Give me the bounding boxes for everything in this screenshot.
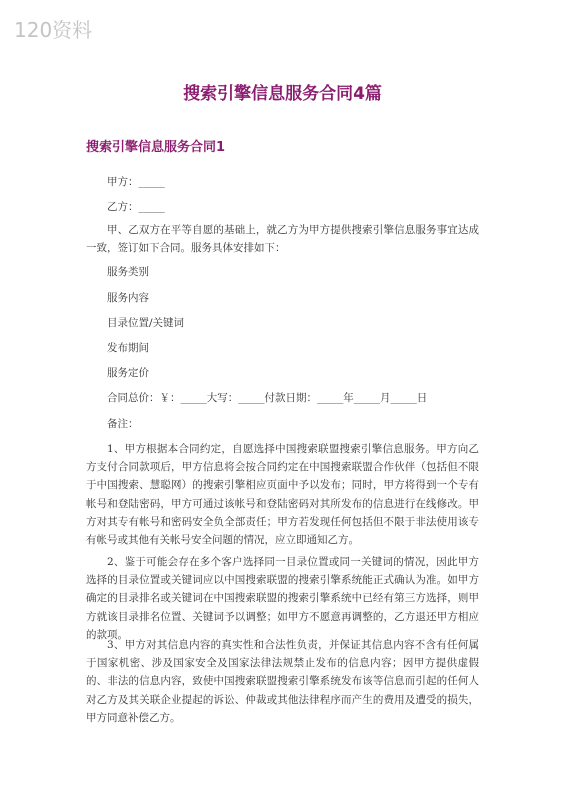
contract-price-line: 合同总价：￥：_____大写：_____付款日期：_____年_____月_____日: [107, 392, 428, 404]
item-service-pricing: 服务定价: [107, 367, 149, 379]
clause-1: 1、甲方根据本合同约定，自愿选择中国搜索联盟搜索引擎信息服务。甲方向乙方支付合同款项后，甲方信息将会按合同约定在中国搜索联盟合作伙伴（包括但不限于中国搜索、慧聪网）的搜索引擎相应页面中予以发布；同时，甲方将得到一个专有帐号和登陆密码，甲方可通过该帐号和登陆密码对其所发布的信息进行在线修改。甲方对其专有帐号和密码安全负全部责任；甲方若发现任何包括但不限于非法使用该专有帐号或其他有关帐号安全问题的情况，应立即通知乙方。: [86, 443, 479, 547]
clause-2: 2、鉴于可能会存在多个客户选择同一目录位置或同一关键词的情况，因此甲方选择的目录位置或关键词应以中国搜索联盟的搜索引擎系统能正式确认为准。如甲方确定的目录排名或关键词在中国搜索联盟的搜索引擎系统中已经有第三方选择，则甲方就该目录排名位置、关键词予以调整；如甲方不愿意再调整的，乙方退还甲方相应的款项。: [86, 556, 479, 641]
document-title: 搜索引擎信息服务合同4篇: [183, 84, 382, 104]
section-title: 搜索引擎信息服务合同1: [86, 140, 226, 155]
item-service-content: 服务内容: [107, 292, 149, 304]
party-a-line: 甲方：_____: [107, 176, 165, 188]
item-publish-period: 发布期间: [107, 342, 149, 354]
remarks-label: 备注：: [107, 418, 139, 430]
party-b-line: 乙方：_____: [107, 201, 165, 213]
intro-paragraph: 甲、乙双方在平等自愿的基础上，就乙方为甲方提供搜索引擎信息服务事宜达成一致，签订如下合同。服务具体安排如下：: [86, 224, 479, 255]
clause-3: 3、甲方对其信息内容的真实性和合法性负责，并保证其信息内容不含有任何属于国家机密、涉及国家安全及国家法律法规禁止发布的信息内容；因甲方提供虚假的、非法的信息内容，致使中国搜索联盟搜索引擎系统发布该等信息而引起的任何人对乙方及其关联企业提起的诉讼、仲裁或其他法律程序而产生的费用及遭受的损失，甲方同意补偿乙方。: [86, 639, 479, 724]
item-directory-keyword: 目录位置/关键词: [107, 317, 185, 329]
item-service-type: 服务类别: [107, 266, 149, 278]
watermark: 120资料: [14, 18, 93, 42]
